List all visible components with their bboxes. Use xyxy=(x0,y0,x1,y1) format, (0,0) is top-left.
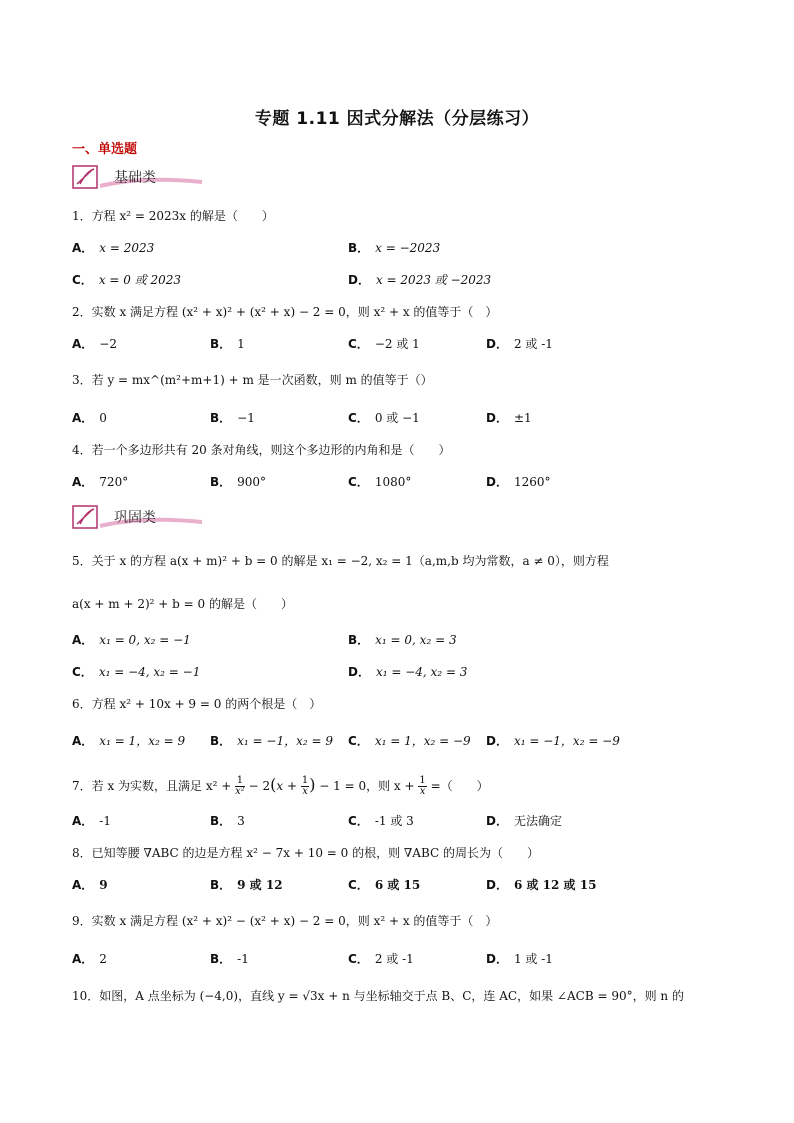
fraction-1-over-x2: $\frac{1}{\text{x²}}$ xyxy=(235,775,245,797)
option-d[interactable]: D． 1260° xyxy=(486,475,551,489)
question-5-stem-cont: a(x + m + 2)² + b = 0 的解是（ ） xyxy=(72,597,293,611)
option-c[interactable]: C． 0 或 −1 xyxy=(348,411,420,425)
question-2-options xyxy=(72,336,732,352)
fraction-1-over-x: $\frac{1}{x}$ xyxy=(301,775,309,797)
option-a[interactable]: A． x = 2023 xyxy=(72,241,155,255)
banner-label: 巩固类 xyxy=(114,510,156,526)
question-8-stem: 8．已知等腰 ∇ABC 的边是方程 x² − 7x + 10 = 0 的根，则 ∇ABC 的周长为（ ） xyxy=(72,846,539,860)
option-a[interactable]: A． x₁ = 0, x₂ = −1 xyxy=(72,633,191,647)
option-a[interactable]: A． x₁ = 1，x₂ = 9 xyxy=(72,734,186,748)
option-a[interactable]: A． 720° xyxy=(72,475,129,489)
question-5-options xyxy=(72,632,732,648)
question-8-options xyxy=(72,877,732,893)
fraction-1-over-x-2: $\frac{1}{x}$ xyxy=(419,775,426,797)
question-1-stem: 1．方程 x² = 2023x 的解是（ ） xyxy=(72,209,274,223)
banner-label: 基础类 xyxy=(114,170,156,186)
question-1-options-2 xyxy=(72,272,732,288)
category-banner-basic xyxy=(72,164,212,190)
option-a[interactable]: A． -1 xyxy=(72,814,111,828)
question-1-options xyxy=(72,240,732,256)
option-b[interactable]: B． x = −2023 xyxy=(348,241,441,255)
question-4-stem: 4．若一个多边形共有 20 条对角线，则这个多边形的内角和是（ ） xyxy=(72,443,451,457)
question-7-stem: 7．若 x 为实数，且满足 x² + $\frac{1}{\text{x²}}$ − 2(x + $\frac{1}{x}$ ) − 1 = 0，则 x + $\frac{1}{x}$ =（ ） xyxy=(72,775,489,797)
category-banner-consolidate xyxy=(72,504,212,530)
option-c[interactable]: C． −2 或 1 xyxy=(348,337,420,351)
option-c[interactable]: C． x₁ = 1，x₂ = −9 xyxy=(348,734,471,748)
option-c[interactable]: C． 2 或 -1 xyxy=(348,952,414,966)
question-6-stem: 6．方程 x² + 10x + 9 = 0 的两个根是（ ） xyxy=(72,697,322,711)
question-3-stem: 3．若 y = mx^(m²+m+1) + m 是一次函数，则 m 的值等于（） xyxy=(72,373,433,387)
question-6-options xyxy=(72,733,732,749)
option-d[interactable]: D． 无法确定 xyxy=(486,814,562,828)
question-5-stem: 5．关于 x 的方程 a(x + m)² + b = 0 的解是 x₁ = −2, x₂ = 1（a,m,b 均为常数，a ≠ 0），则方程 xyxy=(72,554,609,568)
question-9-options xyxy=(72,951,732,967)
question-2-stem: 2．实数 x 满足方程 (x² + x)² + (x² + x) − 2 = 0，则 x² + x 的值等于（ ） xyxy=(72,305,498,319)
option-b[interactable]: B． x₁ = 0, x₂ = 3 xyxy=(348,633,457,647)
option-b[interactable]: B． −1 xyxy=(210,411,255,425)
option-b[interactable]: B． 1 xyxy=(210,337,245,351)
option-a[interactable]: A． 0 xyxy=(72,411,107,425)
question-9-stem: 9．实数 x 满足方程 (x² + x)² − (x² + x) − 2 = 0，则 x² + x 的值等于（ ） xyxy=(72,914,498,928)
option-c[interactable]: C． 1080° xyxy=(348,475,412,489)
option-d[interactable]: D． 2 或 -1 xyxy=(486,337,553,351)
option-a[interactable]: A． 2 xyxy=(72,952,107,966)
question-3-options xyxy=(72,410,732,426)
option-d[interactable]: D． x₁ = −4, x₂ = 3 xyxy=(348,665,468,679)
option-a[interactable]: A． 9 xyxy=(72,878,108,892)
option-b[interactable]: B． -1 xyxy=(210,952,249,966)
page-title: 专题 1.11 因式分解法（分层练习） xyxy=(254,109,540,129)
option-d[interactable]: D． ±1 xyxy=(486,411,532,425)
option-b[interactable]: B． 3 xyxy=(210,814,245,828)
question-10-stem: 10．如图，A 点坐标为 (−4,0)，直线 y = √3x + n 与坐标轴交于点 B、C，连 AC，如果 ∠ACB = 90°，则 n 的 xyxy=(72,989,684,1003)
question-4-options xyxy=(72,474,732,490)
option-b[interactable]: B． x₁ = −1，x₂ = 9 xyxy=(210,734,334,748)
option-c[interactable]: C． 6 或 15 xyxy=(348,878,421,892)
option-a[interactable]: A． −2 xyxy=(72,337,117,351)
option-b[interactable]: B． 9 或 12 xyxy=(210,878,283,892)
option-c[interactable]: C． -1 或 3 xyxy=(348,814,414,828)
option-c[interactable]: C． x₁ = −4, x₂ = −1 xyxy=(72,665,201,679)
question-7-options xyxy=(72,813,732,829)
option-d[interactable]: D． x = 2023 或 −2023 xyxy=(348,273,492,287)
option-d[interactable]: D． 6 或 12 或 15 xyxy=(486,878,597,892)
option-d[interactable]: D． 1 或 -1 xyxy=(486,952,553,966)
option-d[interactable]: D． x₁ = −1，x₂ = −9 xyxy=(486,734,620,748)
option-c[interactable]: C． x = 0 或 2023 xyxy=(72,273,182,287)
option-b[interactable]: B． 900° xyxy=(210,475,267,489)
section-heading: 一、单选题 xyxy=(72,142,138,157)
question-5-options-2 xyxy=(72,664,732,680)
